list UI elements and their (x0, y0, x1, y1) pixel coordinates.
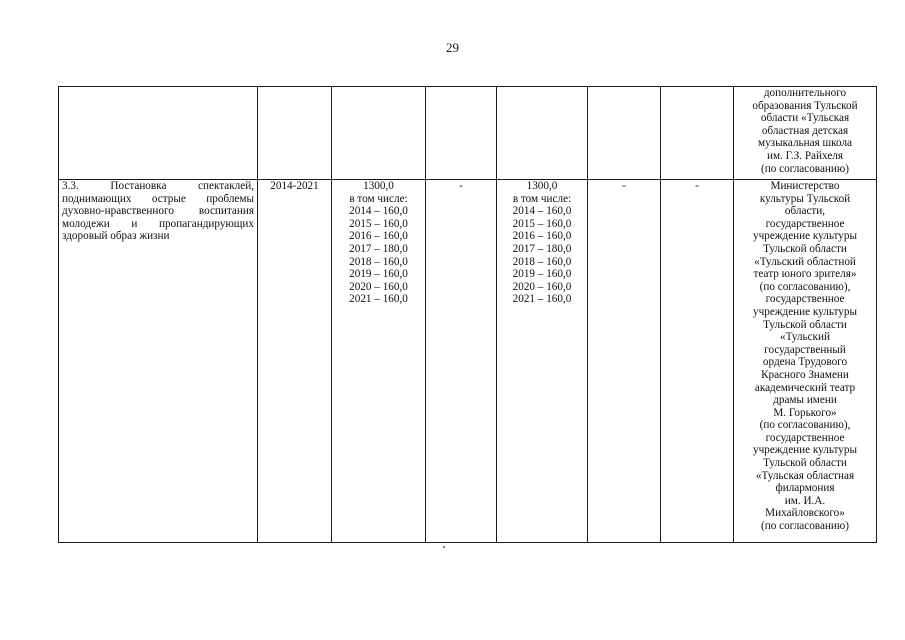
regional-line: 1300,0 (526, 180, 558, 192)
cell-municipal-budget (588, 180, 661, 543)
regional-line: 2015 – 160,0 (512, 217, 572, 230)
org-line: драмы имени (773, 394, 837, 407)
total-line: 2016 – 160,0 (349, 230, 408, 243)
org-line: «Тульский (779, 331, 831, 344)
org-line: учреждение культуры (753, 444, 857, 457)
regional-line: 2017 – 180,0 (512, 242, 572, 255)
cell-activity: 3.3. Постановка спектаклей, поднимающих острые проблемы духовно-нравственного воспитания молодежи и пропагандирующих здоровый образ жизни (59, 180, 258, 543)
org-line: дополнительного (763, 87, 847, 99)
org-line: им. И.А. (784, 494, 826, 507)
regional-line: 2019 – 160,0 (512, 268, 572, 281)
org-line: государственное (765, 217, 845, 230)
program-table (58, 86, 877, 543)
total-line: 2014 – 160,0 (349, 205, 408, 218)
org-line: (по согласованию), (759, 419, 851, 432)
org-line: государственное (765, 431, 845, 444)
dash-value: - (695, 180, 699, 192)
org-line: Тульской области (763, 242, 847, 255)
org-line: академический театр (754, 381, 856, 394)
org-line: (по согласованию) (761, 162, 849, 175)
org-line: Тульской области (763, 318, 847, 331)
org-line: ордена Трудового (762, 356, 848, 369)
cell-organization-continued (734, 87, 877, 180)
org-line: учреждение культуры (753, 230, 857, 243)
regional-line: 2014 – 160,0 (512, 205, 572, 218)
org-line: (по согласованию), (759, 280, 851, 293)
regional-line: 2020 – 160,0 (512, 280, 572, 293)
total-line: 2021 – 160,0 (349, 293, 408, 306)
dash-value: - (622, 180, 626, 192)
table-row-continuation (59, 87, 877, 180)
regional-line: в том числе: (512, 192, 572, 205)
org-line: М. Горького» (773, 406, 837, 419)
cell-extrabudgetary-empty (661, 87, 734, 180)
cell-activity-empty (59, 87, 258, 180)
org-line: областная детская (761, 124, 849, 137)
scan-speck (443, 546, 445, 548)
total-line: 2015 – 160,0 (349, 217, 408, 230)
org-line: им. Г.З. Райхеля (766, 149, 844, 162)
org-line: Тульской области (763, 457, 847, 470)
cell-municipal-empty (588, 87, 661, 180)
org-line: музыкальная школа (758, 137, 852, 150)
org-line: «Тульская областная (755, 469, 855, 482)
page-number: 29 (446, 40, 459, 55)
total-line: 2018 – 160,0 (349, 255, 408, 268)
cell-regional-empty (497, 87, 588, 180)
org-line: культуры Тульской (759, 192, 851, 205)
regional-line: 2018 – 160,0 (512, 255, 572, 268)
table-row-3-3 (59, 180, 877, 543)
org-line: области «Тульская (760, 112, 850, 125)
cell-total-empty (332, 87, 426, 180)
total-line: 2017 – 180,0 (349, 242, 408, 255)
regional-line: 2016 – 160,0 (512, 230, 572, 243)
cell-period: 2014-2021 (258, 180, 332, 543)
org-line: филармония (775, 482, 835, 495)
org-line: Красного Знамени (761, 368, 849, 381)
org-line: Министерство (770, 180, 840, 192)
org-line: государственный (764, 343, 846, 356)
total-line: 1300,0 (363, 180, 394, 192)
cell-federal-empty (426, 87, 497, 180)
cell-organization (734, 180, 877, 543)
org-line: «Тульский областной (754, 255, 856, 268)
cell-regional-budget (497, 180, 588, 543)
org-line: государственное (765, 293, 845, 306)
cell-extrabudgetary (661, 180, 734, 543)
total-line: 2019 – 160,0 (349, 268, 408, 281)
org-line: театр юного зрителя» (753, 268, 857, 281)
org-line: (по согласованию) (761, 520, 849, 533)
cell-federal-budget (426, 180, 497, 543)
org-line: Михайловского» (765, 507, 845, 520)
total-line: 2020 – 160,0 (349, 280, 408, 293)
dash-value: - (459, 180, 463, 192)
regional-line: 2021 – 160,0 (512, 293, 572, 306)
total-line: в том числе: (349, 192, 408, 205)
org-line: учреждение культуры (753, 305, 857, 318)
org-line: области, (784, 205, 826, 218)
org-line: образования Тульской (752, 99, 858, 112)
cell-period-empty (258, 87, 332, 180)
cell-total (332, 180, 426, 543)
